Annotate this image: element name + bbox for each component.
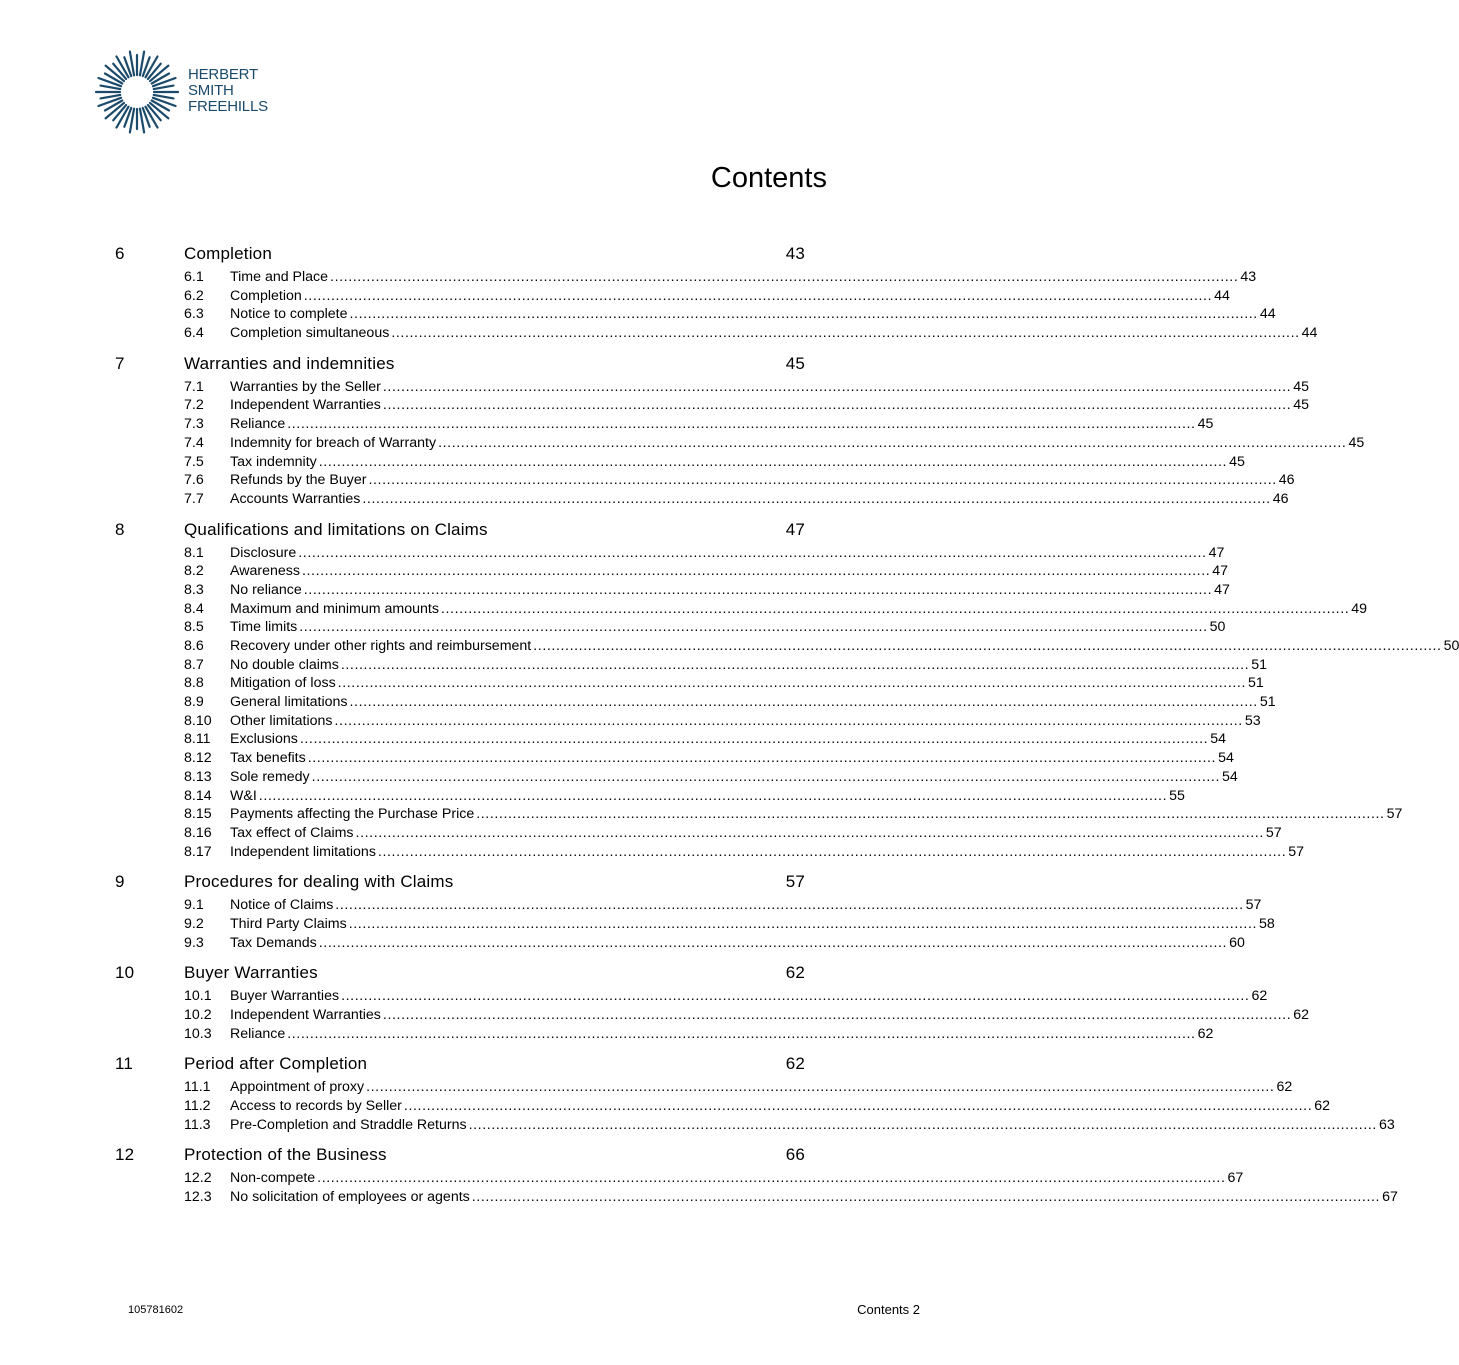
entry-title: No double claims [230,656,339,673]
toc-section [115,870,1275,952]
entry-number: 7.5 [184,453,204,470]
entry-line [230,637,1459,656]
dot-leader: ........................................................................................................................................................................................................ [287,416,1196,433]
entry-line [230,768,1238,787]
entry-title: Other limitations [230,712,333,729]
dot-leader: ........................................................................................................................................................................................................ [299,731,1209,748]
toc-entry[interactable] [115,324,1318,343]
dot-leader: ........................................................................................................................................................................................................ [337,675,1247,692]
entry-page-number: 62 [1293,1007,1310,1023]
entry-page-number: 54 [1210,731,1226,748]
entry-line [230,618,1226,637]
entry-line [230,287,1230,306]
entry-title: Completion simultaneous [230,325,390,342]
entry-number: 8.2 [184,563,204,580]
section-title: Protection of the Business [184,1145,387,1165]
section-page-number: 45 [785,353,805,373]
entry-line [230,843,1305,862]
toc-section [115,242,1318,343]
entry-line [230,1078,1293,1097]
entry-title: Pre-Completion and Straddle Returns [230,1116,467,1133]
entry-title: Time limits [230,619,298,636]
entry-page-number: 45 [1293,378,1310,395]
toc-section-heading[interactable] [115,870,805,894]
toc-entry[interactable] [115,471,1295,490]
section-title: Buyer Warranties [184,963,318,983]
toc-entry[interactable] [115,674,1264,693]
entry-title: Recovery under other rights and reimbursement [230,638,532,654]
toc-entry[interactable] [115,730,1226,749]
entry-number: 8.10 [184,712,212,729]
entry-line [230,600,1368,619]
entry-number: 8.8 [184,675,204,692]
entry-number: 9.2 [184,915,204,932]
entry-title: Accounts Warranties [230,490,361,507]
entry-title: Independent limitations [230,843,376,860]
entry-line [230,787,1185,806]
dot-leader: ........................................................................................................................................................................................................ [298,544,1207,561]
entry-title: Tax indemnity [230,453,317,470]
section-title: Completion [184,244,272,263]
dot-leader: ........................................................................................................................................................................................................ [403,1098,1313,1115]
entry-number: 8.1 [184,544,204,561]
entry-number: 12.3 [184,1189,212,1206]
section-number: 12 [115,1145,135,1165]
entry-line [230,730,1226,749]
dot-leader: ........................................................................................................................................................................................................ [335,897,1244,914]
entry-number: 11.1 [184,1079,211,1096]
toc-entry[interactable] [115,305,1276,324]
entry-page-number: 58 [1259,915,1275,932]
entry-title: No reliance [230,581,302,598]
section-number: 6 [115,244,125,263]
entry-title: Time and Place [230,269,329,285]
entry-page-number: 62 [1314,1098,1331,1115]
toc-entry[interactable] [115,915,1275,934]
toc-entry[interactable] [115,805,1403,824]
dot-leader: ........................................................................................................................................................................................................ [440,600,1350,617]
entry-line [230,693,1276,712]
entry-number: 11.2 [184,1098,211,1115]
entry-line [230,749,1234,768]
toc-entry[interactable] [115,434,1365,453]
dot-leader: ........................................................................................................................................................................................................ [362,490,1271,507]
entry-page-number: 62 [1251,988,1268,1005]
entry-line [230,915,1275,934]
entry-title: Warranties by the Seller [230,378,381,395]
entry-page-number: 55 [1169,787,1185,804]
entry-page-number: 50 [1443,638,1459,654]
entry-page-number: 63 [1378,1116,1395,1133]
toc-entry[interactable] [115,1097,1331,1116]
dot-leader: ........................................................................................................................................................................................................ [318,934,1228,951]
toc-entry[interactable] [115,453,1245,472]
dot-leader: ........................................................................................................................................................................................................ [468,1116,1377,1133]
entry-page-number: 51 [1248,675,1264,692]
section-page-number: 62 [785,1054,805,1074]
section-page-number: 47 [785,519,805,539]
section-number: 8 [115,519,125,539]
entry-page-number: 67 [1227,1170,1244,1187]
entry-title: Indemnity for breach of Warranty [230,434,437,451]
toc-section-heading[interactable] [115,352,805,376]
section-title: Warranties and indemnities [184,353,395,373]
entry-page-number: 44 [1301,325,1318,342]
entry-line [230,396,1310,415]
entry-title: Refunds by the Buyer [230,472,367,489]
dot-leader: ........................................................................................................................................................................................................ [299,619,1208,636]
entry-title: Mitigation of loss [230,675,336,692]
dot-leader: ........................................................................................................................................................................................................ [377,843,1287,860]
entry-line [230,544,1225,563]
entry-line [230,1097,1331,1116]
entry-title: Disclosure [230,544,297,561]
dot-leader: ........................................................................................................................................................................................................ [318,453,1228,470]
dot-leader: ........................................................................................................................................................................................................ [355,824,1264,841]
entry-line [230,324,1318,343]
toc-section [115,1052,1395,1134]
entry-title: Access to records by Seller [230,1098,402,1115]
dot-leader: ........................................................................................................................................................................................................ [311,768,1221,785]
dot-leader: ........................................................................................................................................................................................................ [258,787,1168,804]
entry-page-number: 44 [1259,306,1276,323]
entry-number: 9.3 [184,934,204,951]
section-page-number: 66 [785,1145,805,1165]
entry-line [230,1006,1310,1025]
entry-number: 6.4 [184,325,204,342]
entry-page-number: 62 [1276,1079,1293,1096]
toc-entry[interactable] [115,396,1310,415]
entry-page-number: 45 [1197,416,1214,433]
entry-number: 12.2 [184,1170,212,1187]
section-page-number: 43 [785,244,805,263]
toc-entry[interactable] [115,268,1257,287]
entry-number: 10.3 [184,1025,212,1042]
dot-leader: ........................................................................................................................................................................................................ [471,1189,1381,1206]
toc-entry[interactable] [115,1006,1310,1025]
entry-line [230,562,1229,581]
dot-leader: ........................................................................................................................................................................................................ [438,434,1347,451]
entry-number: 11.3 [184,1116,211,1133]
section-page-number: 57 [785,872,805,892]
entry-line [230,490,1289,509]
page-label: Contents 2 [857,1302,920,1317]
toc-entry[interactable] [115,749,1234,768]
entry-line [230,268,1257,287]
section-number: 10 [115,963,135,983]
entry-number: 8.12 [184,750,212,767]
entry-title: No solicitation of employees or agents [230,1189,470,1206]
entry-page-number: 54 [1218,750,1234,767]
dot-leader: ........................................................................................................................................................................................................ [533,638,1442,654]
entry-number: 7.1 [184,378,204,395]
dot-leader: ........................................................................................................................................................................................................ [303,287,1213,304]
entry-page-number: 47 [1208,544,1225,561]
toc-entry[interactable] [115,987,1268,1006]
entry-number: 8.6 [184,638,204,654]
sunburst-logo-icon [96,49,180,135]
entry-page-number: 62 [1197,1025,1214,1042]
entry-page-number: 53 [1244,712,1261,729]
entry-number: 8.7 [184,656,204,673]
toc-entry[interactable] [115,693,1276,712]
entry-title: Tax effect of Claims [230,824,354,841]
section-page-number: 62 [785,963,805,983]
toc-section [115,352,1365,509]
entry-title: Third Party Claims [230,915,347,932]
entry-page-number: 51 [1251,656,1267,673]
toc-entry[interactable] [115,934,1245,953]
toc-entry[interactable] [115,843,1305,862]
dot-leader: ........................................................................................................................................................................................................ [349,694,1258,711]
entry-line [230,824,1282,843]
page-title: Contents [710,162,827,194]
entry-page-number: 60 [1229,934,1245,951]
entry-number: 8.15 [184,806,212,823]
entry-title: Independent Warranties [230,397,381,414]
entry-number: 8.14 [184,787,212,804]
toc-entry[interactable] [115,600,1368,619]
toc-entry[interactable] [115,1078,1293,1097]
entry-number: 7.6 [184,472,204,489]
entry-line [230,434,1365,453]
entry-line [230,1025,1214,1044]
toc-entry[interactable] [115,618,1226,637]
entry-line [230,1188,1398,1207]
entry-page-number: 57 [1386,806,1403,823]
entry-title: Reliance [230,416,286,433]
dot-leader: ........................................................................................................................................................................................................ [303,581,1213,598]
dot-leader: ........................................................................................................................................................................................................ [340,656,1250,673]
toc-entry[interactable] [115,1116,1395,1135]
entry-title: Tax benefits [230,750,306,767]
firm-name [188,67,268,115]
document-id: 105781602 [128,1304,184,1316]
toc-entry[interactable] [115,544,1225,563]
entry-title: Notice to complete [230,306,348,323]
entry-title: Independent Warranties [230,1007,381,1023]
entry-page-number: 43 [1240,269,1257,285]
entry-number: 6.1 [184,269,204,285]
dot-leader: ........................................................................................................................................................................................................ [368,472,1277,489]
dot-leader: ........................................................................................................................................................................................................ [349,306,1258,323]
entry-line [230,1116,1395,1135]
entry-number: 8.4 [184,600,204,617]
entry-number: 9.1 [184,897,204,914]
entry-line [230,415,1214,434]
entry-number: 8.11 [184,731,211,748]
entry-number: 8.13 [184,768,212,785]
section-title: Procedures for dealing with Claims [184,872,454,892]
entry-line [230,896,1262,915]
firm-name-line: FREEHILLS [188,98,268,115]
entry-number: 8.16 [184,824,212,841]
entry-number: 7.7 [184,490,204,507]
toc-entry[interactable] [115,824,1282,843]
entry-number: 7.4 [184,434,204,451]
section-number: 9 [115,872,125,892]
toc-section-heading[interactable] [115,961,805,985]
toc-entry[interactable] [115,287,1230,306]
dot-leader: ........................................................................................................................................................................................................ [382,1007,1292,1023]
entry-line [230,987,1268,1006]
toc-section [115,1143,1398,1206]
entry-line [230,581,1230,600]
entry-title: Reliance [230,1025,286,1042]
toc-section [115,518,1459,862]
dot-leader: ........................................................................................................................................................................................................ [341,988,1250,1005]
entry-line [230,305,1276,324]
entry-number: 7.2 [184,397,204,414]
dot-leader: ........................................................................................................................................................................................................ [301,563,1211,580]
table-of-contents [115,242,1459,1216]
dot-leader: ........................................................................................................................................................................................................ [287,1025,1196,1042]
entry-page-number: 45 [1229,453,1245,470]
toc-entry[interactable] [115,656,1267,675]
dot-leader: ........................................................................................................................................................................................................ [348,915,1258,932]
toc-section-heading[interactable] [115,1052,805,1076]
entry-number: 8.9 [184,694,204,711]
toc-entry[interactable] [115,637,1459,656]
entry-title: Notice of Claims [230,897,334,914]
entry-title: Maximum and minimum amounts [230,600,439,617]
section-title: Qualifications and limitations on Claims [184,519,488,539]
toc-entry[interactable] [115,896,1262,915]
entry-title: General limitations [230,694,348,711]
firm-logo [96,49,276,135]
entry-page-number: 57 [1288,843,1305,860]
entry-number: 10.2 [184,1007,212,1023]
toc-entry[interactable] [115,581,1230,600]
dot-leader: ........................................................................................................................................................................................................ [307,750,1217,767]
entry-line [230,378,1310,397]
toc-entry[interactable] [115,1188,1398,1207]
section-number: 11 [115,1054,134,1074]
toc-entry[interactable] [115,712,1261,731]
entry-title: Appointment of proxy [230,1079,365,1096]
entry-page-number: 46 [1272,490,1289,507]
entry-page-number: 54 [1222,768,1238,785]
toc-entry[interactable] [115,787,1185,806]
dot-leader: ........................................................................................................................................................................................................ [366,1079,1275,1096]
dot-leader: ........................................................................................................................................................................................................ [334,712,1243,729]
toc-entry[interactable] [115,490,1289,509]
entry-page-number: 47 [1212,563,1229,580]
section-number: 7 [115,353,125,373]
entry-line [230,471,1295,490]
toc-section-heading[interactable] [115,518,805,542]
entry-title: Exclusions [230,731,298,748]
entry-page-number: 57 [1245,897,1262,914]
dot-leader: ........................................................................................................................................................................................................ [330,269,1239,285]
entry-number: 7.3 [184,416,204,433]
entry-number: 8.5 [184,619,204,636]
entry-page-number: 44 [1214,287,1230,304]
entry-title: Tax Demands [230,934,317,951]
entry-title: Completion [230,287,302,304]
entry-title: Buyer Warranties [230,988,340,1005]
entry-number: 8.3 [184,581,204,598]
entry-title: Payments affecting the Purchase Price [230,806,475,823]
entry-page-number: 45 [1348,434,1365,451]
entry-title: Non-compete [230,1170,316,1187]
dot-leader: ........................................................................................................................................................................................................ [382,397,1292,414]
dot-leader: ........................................................................................................................................................................................................ [382,378,1292,395]
entry-title: Awareness [230,563,300,580]
firm-name-line: SMITH [188,82,234,99]
entry-line [230,1169,1244,1188]
toc-entry[interactable] [115,562,1229,581]
toc-entry[interactable] [115,1169,1244,1188]
entry-title: Sole remedy [230,768,310,785]
entry-number: 10.1 [184,988,212,1005]
toc-section-heading[interactable] [115,1143,805,1167]
toc-section-heading[interactable] [115,242,805,266]
toc-entry[interactable] [115,1025,1214,1044]
entry-page-number: 47 [1214,581,1230,598]
entry-line [230,805,1403,824]
toc-entry[interactable] [115,768,1238,787]
toc-section [115,961,1310,1043]
toc-entry[interactable] [115,378,1310,397]
entry-line [230,934,1245,953]
entry-page-number: 57 [1265,824,1282,841]
entry-line [230,656,1267,675]
entry-title: W&I [230,787,257,804]
entry-number: 8.17 [184,843,212,860]
entry-page-number: 67 [1382,1189,1398,1206]
entry-line [230,674,1264,693]
firm-name-line: HERBERT [188,66,259,83]
entry-page-number: 49 [1351,600,1368,617]
dot-leader: ........................................................................................................................................................................................................ [476,806,1385,823]
entry-page-number: 51 [1259,694,1276,711]
section-title: Period after Completion [184,1054,368,1074]
entry-number: 6.2 [184,287,204,304]
entry-line [230,453,1245,472]
entry-line [230,712,1261,731]
entry-number: 6.3 [184,306,204,323]
dot-leader: ........................................................................................................................................................................................................ [391,325,1300,342]
entry-page-number: 46 [1278,472,1295,489]
entry-page-number: 45 [1293,397,1310,414]
toc-entry[interactable] [115,415,1214,434]
dot-leader: ........................................................................................................................................................................................................ [317,1170,1226,1187]
entry-page-number: 50 [1209,619,1226,636]
